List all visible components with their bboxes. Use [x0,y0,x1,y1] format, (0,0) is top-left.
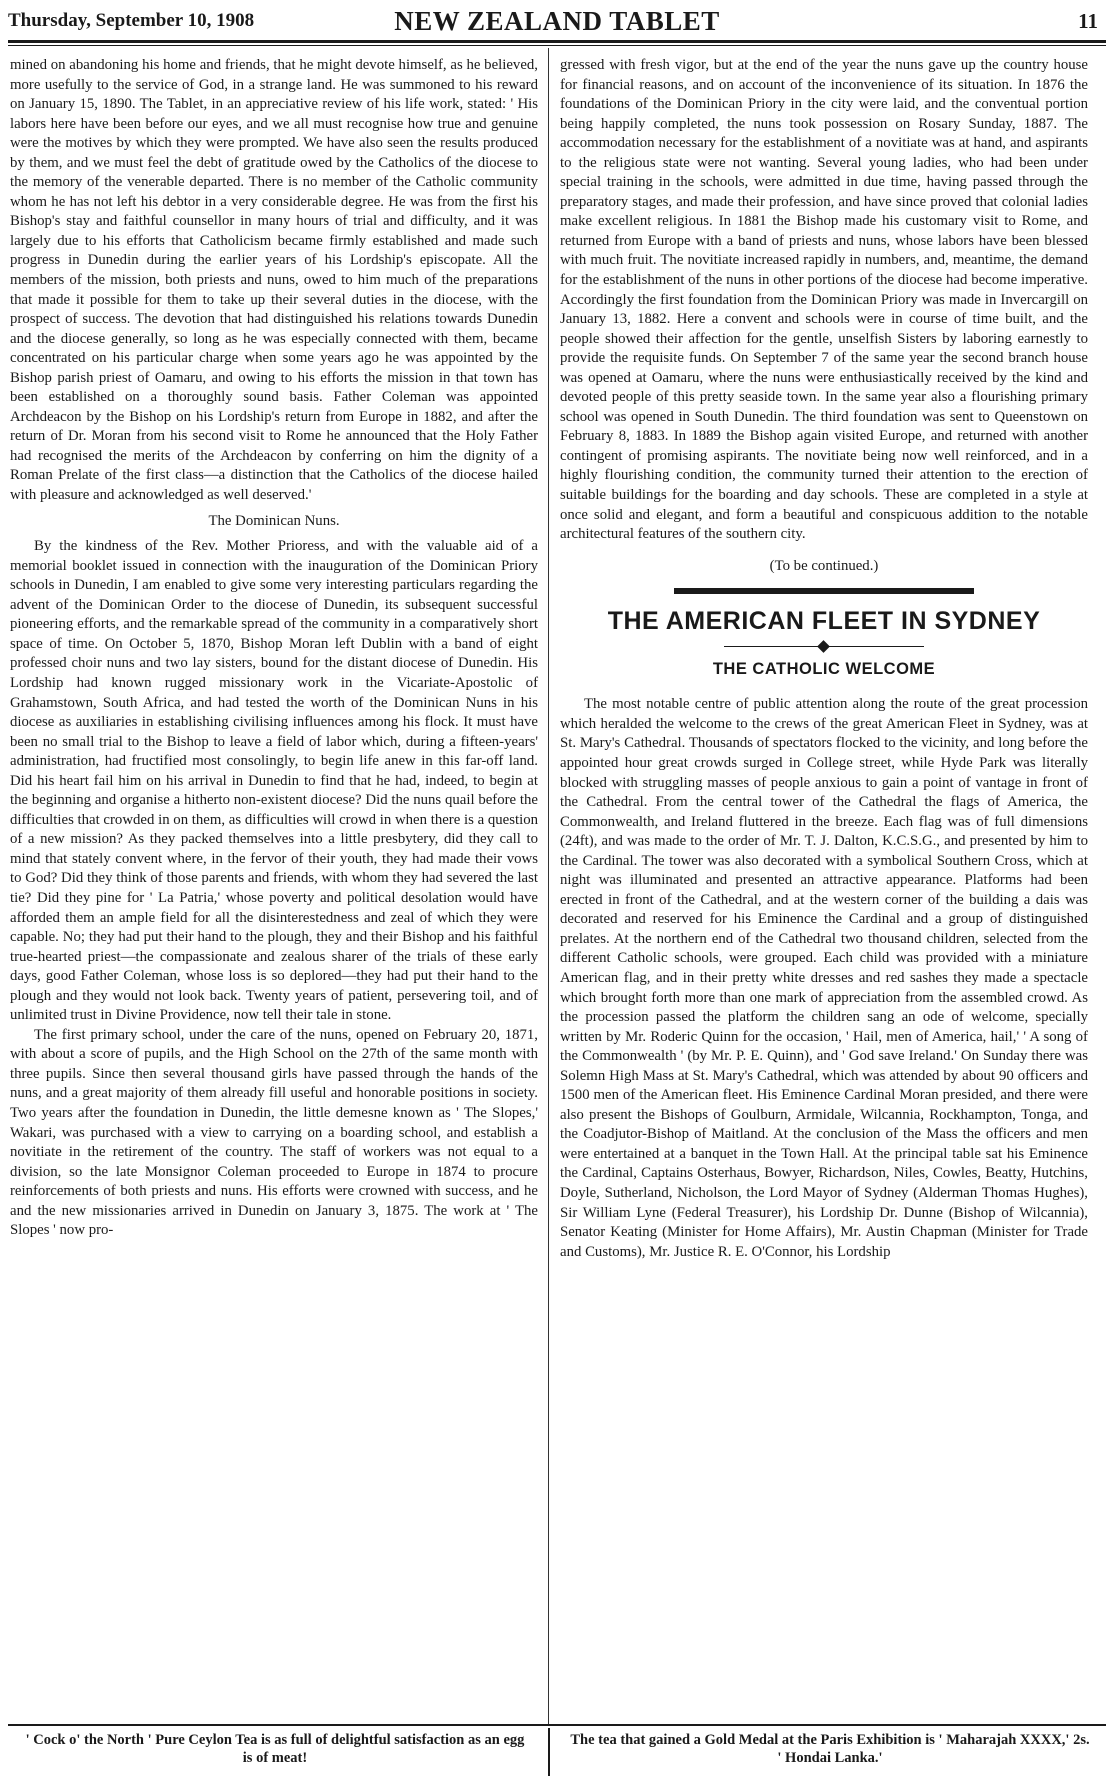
issue-date: Thursday, September 10, 1908 [8,10,255,31]
article-title: THE AMERICAN FLEET IN SYDNEY [607,607,1041,636]
diamond-icon [817,640,830,653]
column-divider [548,48,549,1726]
right-column [560,56,1088,1262]
footer-advert-left: ' Cock o' the North ' Pure Ceylon Tea is as full of delightful satisfaction as an egg is of meat! [25,1732,525,1766]
right-paragraph: gressed with fresh vigor, but at the end of the year the nuns gave up the country house for financial reasons, and on account of the inconvenience of its situation. In 1876 the foundations of the Dominican Priory in the city were laid, and the conventual portion being happily completed, the nuns took possession on Rosary Sunday, 1887. The accommodation necessary for the establishment of a novitiate was at hand, and aspirants to the religious state were not wanting. Several young ladies, who had been under special training in the schools, were admitted in due time, having passed through the preparatory stages, and made their profession, and have since proved that colonial ladies make excellent religious. In 1881 the Bishop made his customary visit to Rome, and returned from Europe with a band of priests and nuns, whose labors have been blessed with much fruit. The novitiate increased rapidly in numbers, and, meantime, the demand for the establishment of the nuns in other portions of the diocese had become imperative. Accordingly the first foundation from the Dominican Priory was made in Invercargill on January 13, 1882. Here a convent and schools were in course of time built, and the people showed their affection for the gentle, unselfish Sisters by laboring earnestly to provide the requisite funds. On September 7 of the same year the second branch house was opened at Oamaru, where the nuns were enthusiastically received by the kind and devoted people of this pretty seaside town. In the same year also a flourishing primary school was opened in South Dunedin. The third foundation was sent to Queenstown on February 8, 1883. In 1889 the Bishop again visited Europe, and returned with another contingent of promising aspirants. The novitiate being now well reinforced, and in a highly flourishing condition, the community turned their attention to the erection of suitable buildings for the boarding and day schools. These are completed in a style at once solid and elegant, and form a beautiful and conspicuous addition to the notable architectural features of the southern city. [560,57,1088,543]
page-header [8,6,1106,40]
article-subtitle: THE CATHOLIC WELCOME [712,659,936,678]
footer-advert-right: The tea that gained a Gold Medal at the Paris Exhibition is ' Maharajah XXXX,' 2s. ' Hondai Lanka.' [570,1732,1090,1766]
article-paragraph: The most notable centre of public attention along the route of the great procession which heralded the welcome to the crews of the great American Fleet in Sydney, was at St. Mary's Cathedral. Thousands of spectators flocked to the vicinity, and long before the appointed hour great crowds surged in College street, while Hyde Park was literally blocked with struggling masses of people anxious to gain a point of vantage in front of the Cathedral. From the central tower of the Cathedral the flags of America, the Commonwealth, and Ireland fluttered in the breeze. Each flag was of full dimensions (24ft), and was made to the order of Mr. T. J. Dalton, K.C.S.G., and presented by him to the Cardinal. The tower was also decorated with a symbolical Southern Cross, which at night was illuminated and presented an attractive appearance. Platforms had been erected in front of the Cathedral, and at the western corner of the building a dais was decorated and reserved for his Eminence the Cardinal and a group of distinguished prelates. At the northern end of the Cathedral two thousand children, selected from the different Catholic schools, were grouped. Each child was provided with a miniature American flag, and in their pretty white dresses and red sashes they made a spectacle which brought forth more than one mark of appreciation from the assembled crowd. As the procession passed the platform the children sang an ode of welcome, specially written by Mr. Roderic Quinn for the occasion, ' Hail, men of America, hail,' ' A song of the Commonwealth ' (by Mr. P. E. Quinn), and ' God save Ireland.' On Sunday there was Solemn High Mass at St. Mary's Cathedral, which was attended by about 90 officers and 1500 men of the American fleet. His Eminence Cardinal Moran presided, and there were also present the Bishops of Goulburn, Armidale, Wilcannia, Rockhampton, Tonga, and the Coadjutor-Bishop of Maitland. At the conclusion of the Mass the officers and men were entertained at a banquet in the Town Hall. At the principal table sat his Eminence the Cardinal, Captains Osterhaus, Bowyer, Richardson, Niles, Cowles, Beatty, Hutchins, Doyle, Sutherland, Nicholson, the Lord Mayor of Sydney (Alderman Thomas Hughes), Sir William Lyne (Federal Treasurer), his Lordship Dr. Dunne (Bishop of Wilcannia), Senator Keating (Minister for Home Affairs), Mr. Austin Chapman (Minister for Trade and Customs), Mr. Justice R. E. O'Connor, his Lordship [560,696,1088,1260]
section-divider [674,588,974,594]
footer-divider [548,1728,550,1776]
left-paragraph: By the kindness of the Rev. Mother Prioress, and with the valuable aid of a memorial booklet issued in connection with the inauguration of the Dominican Priory schools in Dunedin, I am enabled to give some very interesting particulars regarding the advent of the Dominican Order to the diocese of Dunedin, its subsequent successful pioneering efforts, and the remarkable spread of the community in a comparatively short space of time. On October 5, 1870, Bishop Moran left Dublin with a band of eight professed choir nuns and two lay sisters, bound for the distant diocese of Dunedin. His Lordship had known rugged missionary work in the Vicariate-Apostolic of Grahamstown, South Africa, and had tested the worth of the Dominican Nuns in his diocese as auxiliaries in establishing civilising influences among his flock. It must have been no small trial to the Bishop to leave a field of labor which, during a fifteen-years' administration, had fructified most consolingly, to begin life anew in this far-off land. Did his heart fail him on his arrival in Dunedin to find that he had, indeed, to begin at the beginning and organise a hitherto non-existent diocese? Did the nuns quail before the difficulties that crowded in on them, as difficulties will crowd in when there is a question of a new mission? As they packed themselves into a little presbytery, did they call to mind that stately convent where, in the fervor of their youth, they had made their vows to God? Did they think of those parents and friends, with whom they had severed the last tie? Did they pine for ' La Patria,' whose poverty and political desolation would have afforded them an ample field for all the disinterestedness and zeal of which they were capable. No; they had put their hand to the plough, they and their Bishop and his faithful true-hearted priest—the compassionate and zealous sharer of the trials of these early days, good Father Coleman, whose loss is so deplored—they had put their hand to the plough and they would not look back. Twenty years of patient, persevering toil, and of unlimited trust in Divine Providence, now tell their tale in stone. [10,538,538,1024]
left-paragraph: The first primary school, under the care of the nuns, opened on February 20, 1871, with about a score of pupils, and the High School on the 27th of the same month with three pupils. Since then several thousand girls have passed through the hands of the nuns, and a great majority of them already fill useful and honorable positions in society. Two years after the foundation in Dunedin, the little demesne known as ' The Slopes,' Wakari, was purchased with a view to carrying on a boarding school, and establish a novitiate in the retirement of the country. The staff of workers was not equal to a division, so the late Monsignor Coleman proceeded to Europe in 1874 to procure reinforcements of both priests and nuns. His efforts were crowned with success, and he and the new missionaries arrived in Dunedin on January 3, 1875. The work at ' The Slopes ' now pro- [10,1026,538,1239]
page-number: 11 [1078,9,1098,33]
section-subheading: The Dominican Nuns. [208,512,340,529]
diamond-divider [724,640,924,654]
masthead-title: NEW ZEALAND TABLET [394,6,720,36]
to-be-continued: (To be continued.) [769,557,879,574]
footer-rule [8,1724,1106,1726]
left-column [10,56,538,1241]
header-rule-thin [8,45,1106,46]
header-rule [8,40,1106,43]
left-paragraph: mined on abandoning his home and friends, that he might devote himself, as he believed, more usefully to the service of God, in a strange land. He was summoned to his reward on January 15, 1890. The Tablet, in an appreciative review of his life work, stated: ' His labors here have been before our eyes, and we all must recognise how true and genuine were the motives by which they were prompted. We have also seen the results produced by them, and we must feel the debt of gratitude owed by the Catholics of the diocese to the memory of the venerable departed. There is no member of the Catholic community whom he has not left his debtor in a very considerable degree. He was from the first his Bishop's stay and faithful counsellor in many hours of trial and difficulty, and it was largely due to his efforts that Catholicism became firmly established and made such progress in Dunedin during the earlier years of his Lordship's episcopate. All the members of the mission, both priests and nuns, owed to him much of the preparations that made it possible for them to take up their several duties in the diocese, with the prospect of success. The devotion that had distinguished his relations towards Dunedin and the diocese generally, so long as he was especially connected with them, became concentrated on his particular charge when some years ago he was appointed by the Bishop parish priest of Oamaru, and owing to his efforts the mission in that town has been established on a thoroughly sound basis. Father Coleman was appointed Archdeacon by the Bishop on his Lordship's return from Europe in 1882, and after the return of Dr. Moran from his second visit to Rome he announced that the Holy Father had recognised the merits of the Archdeacon by conferring on him the dignity of a Roman Prelate of the first class—a distinction that the Catholics of the diocese hailed with pleasure and acknowledged as well deserved.' [10,57,538,504]
